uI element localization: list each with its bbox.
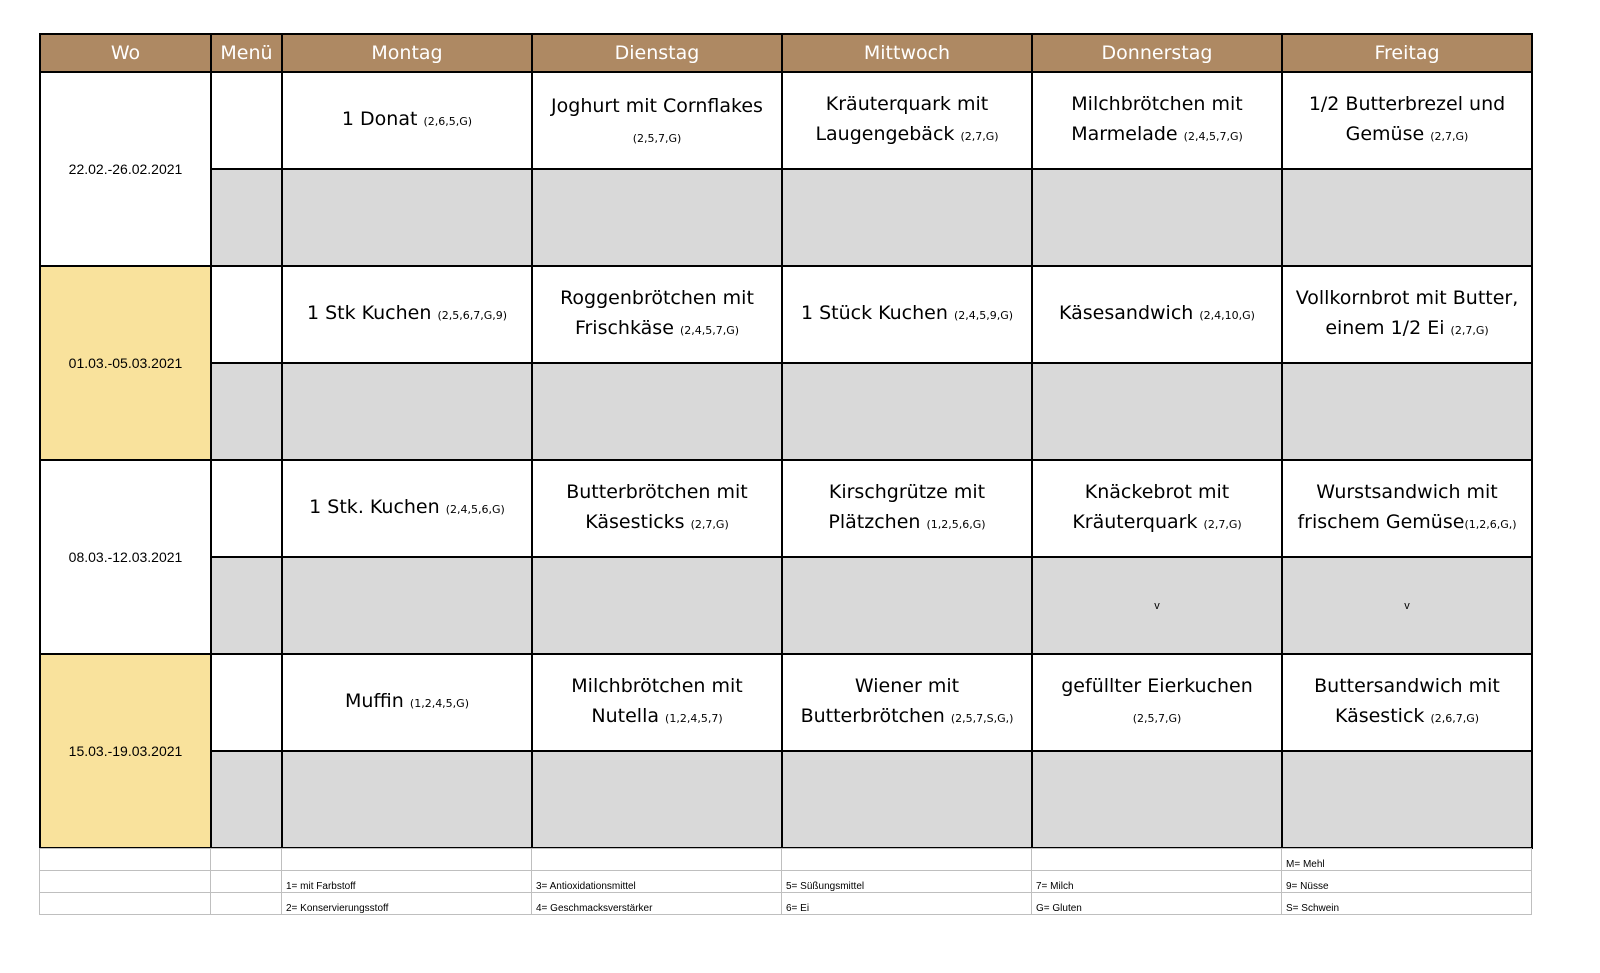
meal-allergens: (2,4,5,9,G) bbox=[953, 309, 1014, 322]
legend-cell: 2= Konservierungsstoff bbox=[282, 893, 532, 915]
meal-allergens: (2,4,10,G) bbox=[1199, 309, 1255, 322]
week-date: 15.03.-19.03.2021 bbox=[40, 654, 211, 848]
empty-cell-note bbox=[1282, 557, 1532, 654]
legend-cell: 5= Süßungsmittel bbox=[782, 871, 1032, 893]
meal-allergens: (2,7,G) bbox=[1203, 518, 1242, 531]
meal-name: Kräuterquark mit Laugengebäck bbox=[815, 93, 989, 145]
empty-cell bbox=[1032, 363, 1282, 460]
header-row bbox=[40, 34, 1532, 72]
meal-cell bbox=[1282, 460, 1532, 557]
legend-cell: 7= Milch bbox=[1032, 871, 1282, 893]
week-second-row bbox=[40, 751, 1532, 848]
menu-cell bbox=[211, 266, 282, 363]
meal-cell bbox=[782, 460, 1032, 557]
legend-row bbox=[40, 871, 1532, 893]
meal-name: Wiener mit Butterbrötchen bbox=[800, 675, 960, 727]
legend-cell bbox=[1032, 849, 1282, 871]
meal-allergens: (2,5,7,G) bbox=[632, 131, 682, 145]
meal-name: Roggenbrötchen mit Frischkäse bbox=[560, 287, 754, 339]
header-thursday: Donnerstag bbox=[1032, 34, 1282, 72]
empty-cell: v bbox=[1032, 557, 1282, 654]
empty-cell bbox=[782, 751, 1032, 848]
meal-allergens: (2,5,7,G) bbox=[1132, 712, 1182, 725]
empty-cell bbox=[211, 557, 282, 654]
empty-cell bbox=[282, 751, 532, 848]
meal-cell bbox=[282, 460, 532, 557]
week-row bbox=[40, 654, 1532, 751]
meal-allergens: (2,5,6,7,G,9) bbox=[437, 309, 508, 322]
meal-name: Knäckebrot mit Kräuterquark bbox=[1072, 481, 1230, 533]
empty-cell bbox=[211, 363, 282, 460]
legend-cell: 9= Nüsse bbox=[1282, 871, 1532, 893]
empty-cell bbox=[532, 557, 782, 654]
meal-name: Kirschgrütze mit Plätzchen bbox=[828, 481, 986, 533]
week-date: 01.03.-05.03.2021 bbox=[40, 266, 211, 460]
meal-allergens: (1,2,5,6,G) bbox=[926, 518, 986, 531]
header-week: Wo bbox=[40, 34, 211, 72]
week-date: 22.02.-26.02.2021 bbox=[40, 72, 211, 266]
meal-allergens: (2,4,5,7,G) bbox=[679, 324, 740, 337]
week-second-row bbox=[40, 557, 1532, 654]
meal-cell bbox=[1282, 266, 1532, 363]
meal-name: Vollkornbrot mit Butter, einem 1/2 Ei bbox=[1295, 287, 1519, 339]
empty-cell bbox=[532, 751, 782, 848]
meal-name: 1/2 Butterbrezel und Gemüse bbox=[1308, 93, 1506, 145]
menu-cell bbox=[211, 460, 282, 557]
empty-cell bbox=[211, 169, 282, 266]
header-tuesday: Dienstag bbox=[532, 34, 782, 72]
meal-allergens: (2,6,7,G) bbox=[1430, 712, 1480, 725]
legend-cell bbox=[211, 893, 282, 915]
legend-row bbox=[40, 893, 1532, 915]
legend-row bbox=[40, 849, 1532, 871]
week-second-row bbox=[40, 363, 1532, 460]
empty-cell bbox=[282, 363, 532, 460]
menu-cell bbox=[211, 654, 282, 751]
empty-cell bbox=[1032, 751, 1282, 848]
meal-name: 1 Donat bbox=[341, 108, 418, 130]
meal-cell bbox=[532, 460, 782, 557]
empty-cell bbox=[782, 169, 1032, 266]
meal-allergens: (2,4,5,7,G) bbox=[1183, 130, 1243, 143]
empty-cell bbox=[1282, 363, 1532, 460]
meal-cell bbox=[1032, 266, 1282, 363]
legend-cell bbox=[782, 849, 1032, 871]
week-row bbox=[40, 72, 1532, 169]
meal-name: 1 Stk. Kuchen bbox=[309, 496, 440, 518]
empty-cell bbox=[532, 169, 782, 266]
legend-cell bbox=[40, 849, 211, 871]
legend-cell bbox=[211, 871, 282, 893]
meal-allergens: (2,4,5,6,G) bbox=[445, 503, 505, 516]
legend-cell: 4= Geschmacksverstärker bbox=[532, 893, 782, 915]
meal-allergens: (2,6,5,G) bbox=[423, 115, 473, 128]
empty-cell bbox=[1282, 169, 1532, 266]
meal-name: Milchbrötchen mit Nutella bbox=[571, 675, 743, 727]
legend-cell: 6= Ei bbox=[782, 893, 1032, 915]
legend-cell: S= Schwein bbox=[1282, 893, 1532, 915]
menu-cell bbox=[211, 72, 282, 169]
note-text: v bbox=[1404, 599, 1410, 612]
meal-cell bbox=[1032, 654, 1282, 751]
empty-cell bbox=[782, 363, 1032, 460]
meal-allergens: (2,5,7,S,G,) bbox=[950, 712, 1014, 725]
legend-cell bbox=[40, 871, 211, 893]
meal-cell bbox=[782, 654, 1032, 751]
meal-cell bbox=[282, 654, 532, 751]
legend-cell bbox=[211, 849, 282, 871]
meal-name: 1 Stück Kuchen bbox=[800, 302, 948, 324]
meal-cell bbox=[1282, 654, 1532, 751]
meal-name: Buttersandwich mit Käsestick bbox=[1314, 675, 1500, 727]
legend-cell: 1= mit Farbstoff bbox=[282, 871, 532, 893]
header-wednesday: Mittwoch bbox=[782, 34, 1032, 72]
empty-cell bbox=[211, 751, 282, 848]
meal-allergens: (2,7,G) bbox=[1450, 324, 1489, 337]
meal-name: Muffin bbox=[345, 690, 404, 712]
meal-cell bbox=[282, 266, 532, 363]
meal-plan-table bbox=[39, 33, 1533, 849]
legend-cell bbox=[282, 849, 532, 871]
week-date: 08.03.-12.03.2021 bbox=[40, 460, 211, 654]
meal-cell bbox=[532, 266, 782, 363]
week-row bbox=[40, 266, 1532, 363]
allergen-legend bbox=[39, 848, 1532, 915]
meal-name: 1 Stk Kuchen bbox=[306, 302, 432, 324]
empty-cell bbox=[532, 363, 782, 460]
meal-allergens: (2,7,G) bbox=[690, 518, 729, 531]
header-monday: Montag bbox=[282, 34, 532, 72]
empty-cell bbox=[1282, 751, 1532, 848]
empty-cell bbox=[782, 557, 1032, 654]
header-friday: Freitag bbox=[1282, 34, 1532, 72]
empty-cell bbox=[282, 557, 532, 654]
meal-allergens: (2,7,G) bbox=[960, 130, 999, 143]
legend-cell: 3= Antioxidationsmittel bbox=[532, 871, 782, 893]
meal-cell bbox=[532, 654, 782, 751]
meal-allergens: (1,2,4,5,G) bbox=[409, 697, 469, 710]
meal-cell bbox=[532, 72, 782, 169]
legend-cell: G= Gluten bbox=[1032, 893, 1282, 915]
week-second-row bbox=[40, 169, 1532, 266]
empty-cell bbox=[282, 169, 532, 266]
meal-name: Joghurt mit Cornflakes bbox=[551, 94, 763, 117]
meal-cell bbox=[782, 72, 1032, 169]
header-menu: Menü bbox=[211, 34, 282, 72]
legend-cell: M= Mehl bbox=[1282, 849, 1532, 871]
meal-cell bbox=[1032, 72, 1282, 169]
meal-cell bbox=[782, 266, 1032, 363]
empty-cell bbox=[1032, 169, 1282, 266]
meal-allergens: (1,2,6,G,) bbox=[1464, 518, 1517, 531]
meal-cell bbox=[1282, 72, 1532, 169]
legend-cell bbox=[532, 849, 782, 871]
meal-name: Käsesandwich bbox=[1059, 302, 1194, 324]
legend-cell bbox=[40, 893, 211, 915]
meal-allergens: (2,7,G) bbox=[1430, 130, 1469, 143]
meal-name: Milchbrötchen mit Marmelade bbox=[1071, 93, 1243, 145]
meal-name: gefüllter Eierkuchen bbox=[1061, 675, 1253, 697]
meal-allergens: (1,2,4,5,7) bbox=[665, 712, 723, 725]
meal-cell bbox=[282, 72, 532, 169]
meal-name: Butterbrötchen mit Käsesticks bbox=[566, 481, 748, 533]
meal-name: Wurstsandwich mit frischem Gemüse bbox=[1297, 481, 1498, 533]
meal-cell bbox=[1032, 460, 1282, 557]
week-row bbox=[40, 460, 1532, 557]
